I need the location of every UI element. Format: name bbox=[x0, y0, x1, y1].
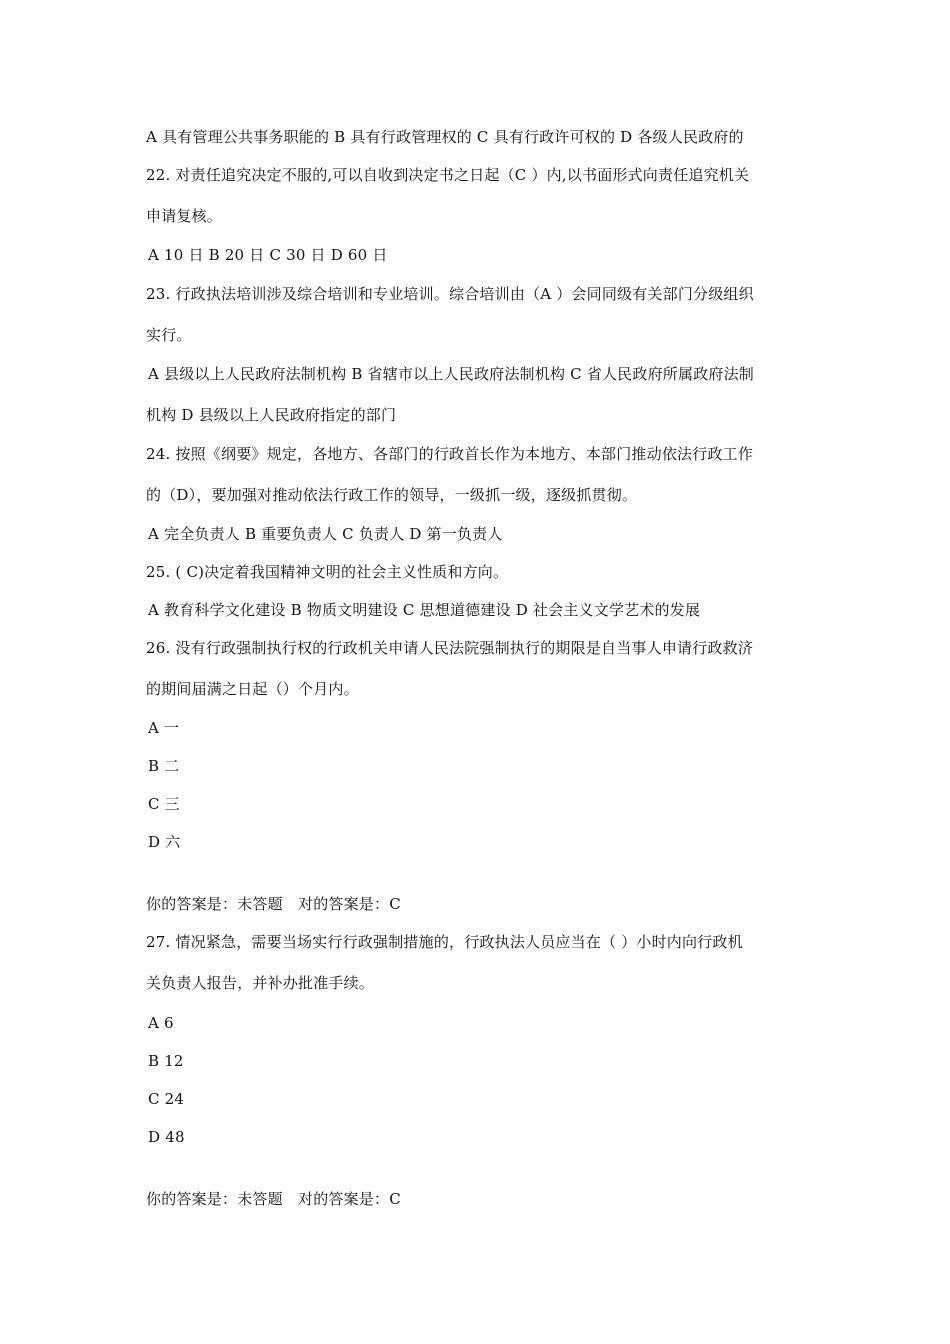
q26-option-d: D 六 bbox=[148, 833, 181, 851]
q25-text-line1: 25. ( C)决定着我国精神文明的社会主义性质和方向。 bbox=[146, 563, 509, 581]
q21-options: A 具有管理公共事务职能的 B 具有行政管理权的 C 具有行政许可权的 D 各级人民政府的 bbox=[146, 128, 744, 146]
q24-text-line2: 的（D），要加强对推动依法行政工作的领导，一级抓一级，逐级抓贯彻。 bbox=[146, 486, 638, 504]
q23-options-line1: A 县级以上人民政府法制机构 B 省辖市以上人民政府法制机构 C 省人民政府所属政府法制 bbox=[148, 365, 754, 383]
q27-option-a: A 6 bbox=[148, 1014, 174, 1032]
q27-option-c: C 24 bbox=[148, 1090, 185, 1108]
q23-text-line1: 23. 行政执法培训涉及综合培训和专业培训。综合培训由（A ）会同同级有关部门分级组织 bbox=[146, 285, 754, 303]
q23-text-line2: 实行。 bbox=[146, 326, 192, 344]
q24-text-line1: 24. 按照《纲要》规定，各地方、各部门的行政首长作为本地方、本部门推动依法行政工作 bbox=[146, 445, 754, 463]
q23-options-line2: 机构 D 县级以上人民政府指定的部门 bbox=[146, 406, 397, 424]
q26-text-line2: 的期间届满之日起（）个月内。 bbox=[146, 680, 359, 698]
q27-answer: 你的答案是：未答题 对的答案是：C bbox=[146, 1190, 401, 1208]
q26-text-line1: 26. 没有行政强制执行权的行政机关申请人民法院强制执行的期限是自当事人申请行政救济 bbox=[146, 639, 754, 657]
q25-options: A 教育科学文化建设 B 物质文明建设 C 思想道德建设 D 社会主义文学艺术的发展 bbox=[148, 601, 701, 619]
q26-option-b: B 二 bbox=[148, 757, 180, 775]
q27-option-d: D 48 bbox=[148, 1128, 185, 1146]
q26-answer: 你的答案是：未答题 对的答案是：C bbox=[146, 895, 401, 913]
q26-option-c: C 三 bbox=[148, 795, 180, 813]
q24-options: A 完全负责人 B 重要负责人 C 负责人 D 第一负责人 bbox=[148, 525, 503, 543]
q27-text-line2: 关负责人报告，并补办批准手续。 bbox=[146, 974, 375, 992]
q27-option-b: B 12 bbox=[148, 1052, 184, 1070]
q27-text-line1: 27. 情况紧急，需要当场实行行政强制措施的，行政执法人员应当在（ ）小时内向行政机 bbox=[146, 933, 743, 951]
q26-option-a: A 一 bbox=[148, 719, 180, 737]
q22-options: A 10 日 B 20 日 C 30 日 D 60 日 bbox=[148, 246, 388, 264]
q22-text-line1: 22. 对责任追究决定不服的,可以自收到决定书之日起（C ）内,以书面形式向责任追究机关 bbox=[146, 166, 750, 184]
q22-text-line2: 申请复核。 bbox=[146, 207, 223, 225]
